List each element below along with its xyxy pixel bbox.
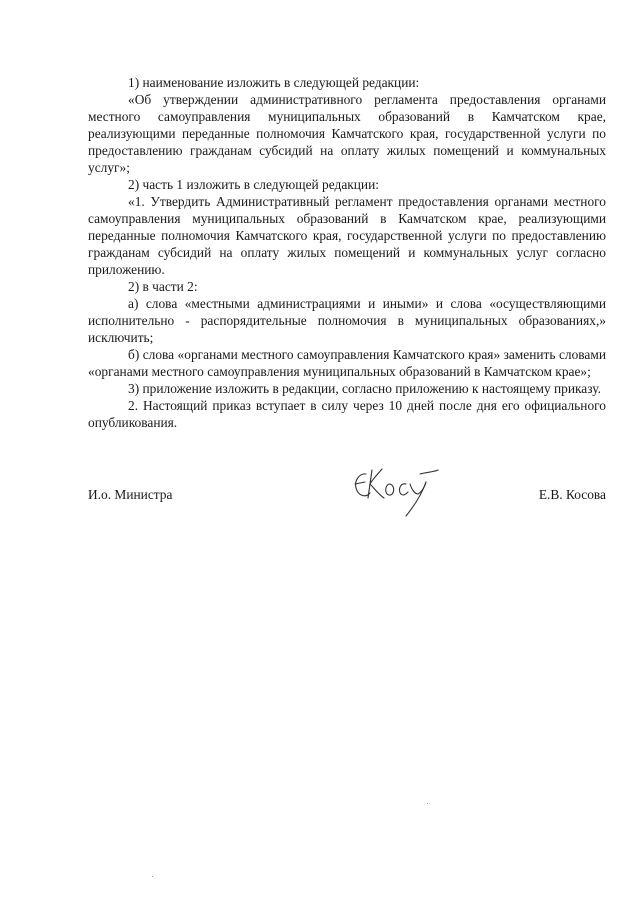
document-body — [88, 74, 606, 431]
paragraph-6: а) слова «местными администрациями и иными» и слова «осуществляющими исполнительно - распорядительные полномочия в муниципальных образованиях,» исключить; — [88, 296, 606, 345]
signatory-title: И.о. Министра — [88, 487, 173, 502]
paragraph-4: «1. Утвердить Административный регламент предоставления органами местного самоуправления муниципальных образований в Камчатском крае, реализующими переданные полномочия Камчатского края, государственной услуги по предоставлению гражданам субсидий на оплату жилых помещений и коммунальных услуг согласно приложению. — [88, 194, 606, 277]
scan-speck — [152, 876, 153, 877]
paragraph-8: 3) приложение изложить в редакции, согласно приложению к настоящему приказу. — [128, 381, 601, 396]
paragraph-2: «Об утверждении административного регламента предоставления органами местного самоуправления муниципальных образований в Камчатском крае, реализующими переданные полномочия Камчатского края, государственной услуги по предоставлению гражданам субсидий на оплату жилых помещений и коммунальных услуг»; — [88, 92, 606, 175]
signature-block — [88, 487, 606, 517]
paragraph-1: 1) наименование изложить в следующей редакции: — [128, 75, 420, 90]
signatory-name: Е.В. Косова — [538, 487, 606, 502]
paragraph-5: 2) в части 2: — [128, 279, 198, 294]
paragraph-9: 2. Настоящий приказ вступает в силу через 10 дней после дня его официального опубликования. — [88, 398, 606, 430]
scan-speck — [427, 803, 428, 804]
paragraph-7: б) слова «органами местного самоуправления Камчатского края» заменить словами «органами местного самоуправления муниципальных образований в Камчатском крае»; — [88, 347, 606, 379]
paragraph-3: 2) часть 1 изложить в следующей редакции: — [128, 177, 379, 192]
handwritten-signature — [352, 460, 442, 520]
